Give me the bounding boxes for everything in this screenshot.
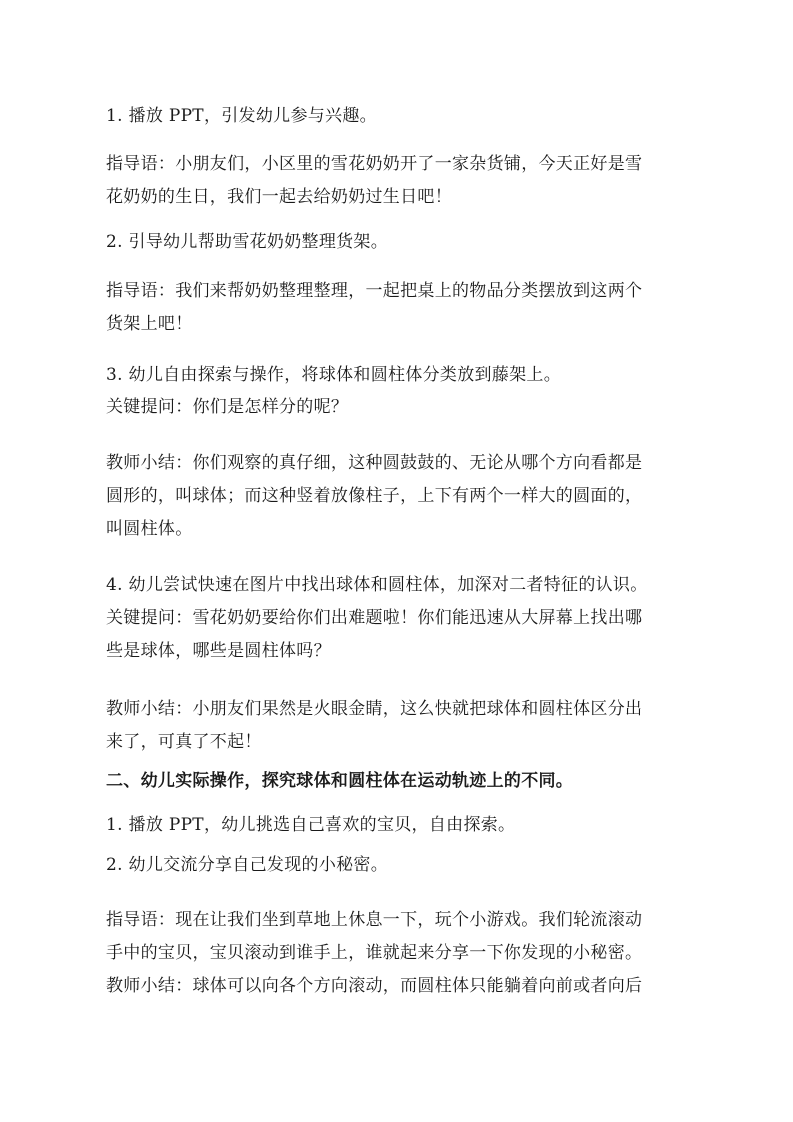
- guide-text-line: 手中的宝贝，宝贝滚动到谁手上，谁就起来分享一下你发现的小秘密。: [106, 943, 643, 963]
- section-2-step-1: 1. 播放 PPT，幼儿挑选自己喜欢的宝贝，自由探索。: [106, 815, 516, 835]
- guide-text-line: 指导语：我们来帮奶奶整理整理，一起把桌上的物品分类摆放到这两个: [106, 281, 643, 301]
- teacher-summary-line: 教师小结：你们观察的真仔细，这种圆鼓鼓的、无论从哪个方向看都是: [106, 453, 643, 473]
- teacher-summary-line: 来了，可真了不起！: [106, 732, 262, 752]
- step-1-heading: 1. 播放 PPT，引发幼儿参与兴趣。: [106, 106, 377, 126]
- key-question-line: 关键提问：你们是怎样分的呢？: [106, 397, 349, 417]
- step-3-heading: 3. 幼儿自由探索与操作，将球体和圆柱体分类放到藤架上。: [106, 365, 562, 385]
- guide-text-line: 指导语：小朋友们，小区里的雪花奶奶开了一家杂货铺，今天正好是雪: [106, 154, 643, 174]
- guide-text-line: 指导语：现在让我们坐到草地上休息一下，玩个小游戏。我们轮流滚动: [106, 910, 643, 930]
- teacher-summary-line: 教师小结：球体可以向各个方向滚动，而圆柱体只能躺着向前或者向后: [106, 976, 643, 996]
- section-2-step-2: 2. 幼儿交流分享自己发现的小秘密。: [106, 855, 389, 875]
- teacher-summary-line: 教师小结：小朋友们果然是火眼金睛，这么快就把球体和圆柱体区分出: [106, 699, 643, 719]
- key-question-line: 关键提问：雪花奶奶要给你们出难题啦！你们能迅速从大屏幕上找出哪: [106, 608, 643, 628]
- teacher-summary-line: 圆形的，叫球体；而这种竖着放像柱子，上下有两个一样大的圆面的，: [106, 486, 643, 506]
- section-2-heading: 二、幼儿实际操作，探究球体和圆柱体在运动轨迹上的不同。: [106, 771, 574, 791]
- teacher-summary-line: 叫圆柱体。: [106, 519, 193, 539]
- guide-text-line: 花奶奶的生日，我们一起去给奶奶过生日吧！: [106, 187, 452, 207]
- guide-text-line: 货架上吧！: [106, 314, 193, 334]
- key-question-line: 些是球体，哪些是圆柱体吗？: [106, 641, 331, 661]
- step-4-heading: 4. 幼儿尝试快速在图片中找出球体和圆柱体，加深对二者特征的认识。: [106, 575, 648, 595]
- step-2-heading: 2. 引导幼儿帮助雪花奶奶整理货架。: [106, 232, 389, 252]
